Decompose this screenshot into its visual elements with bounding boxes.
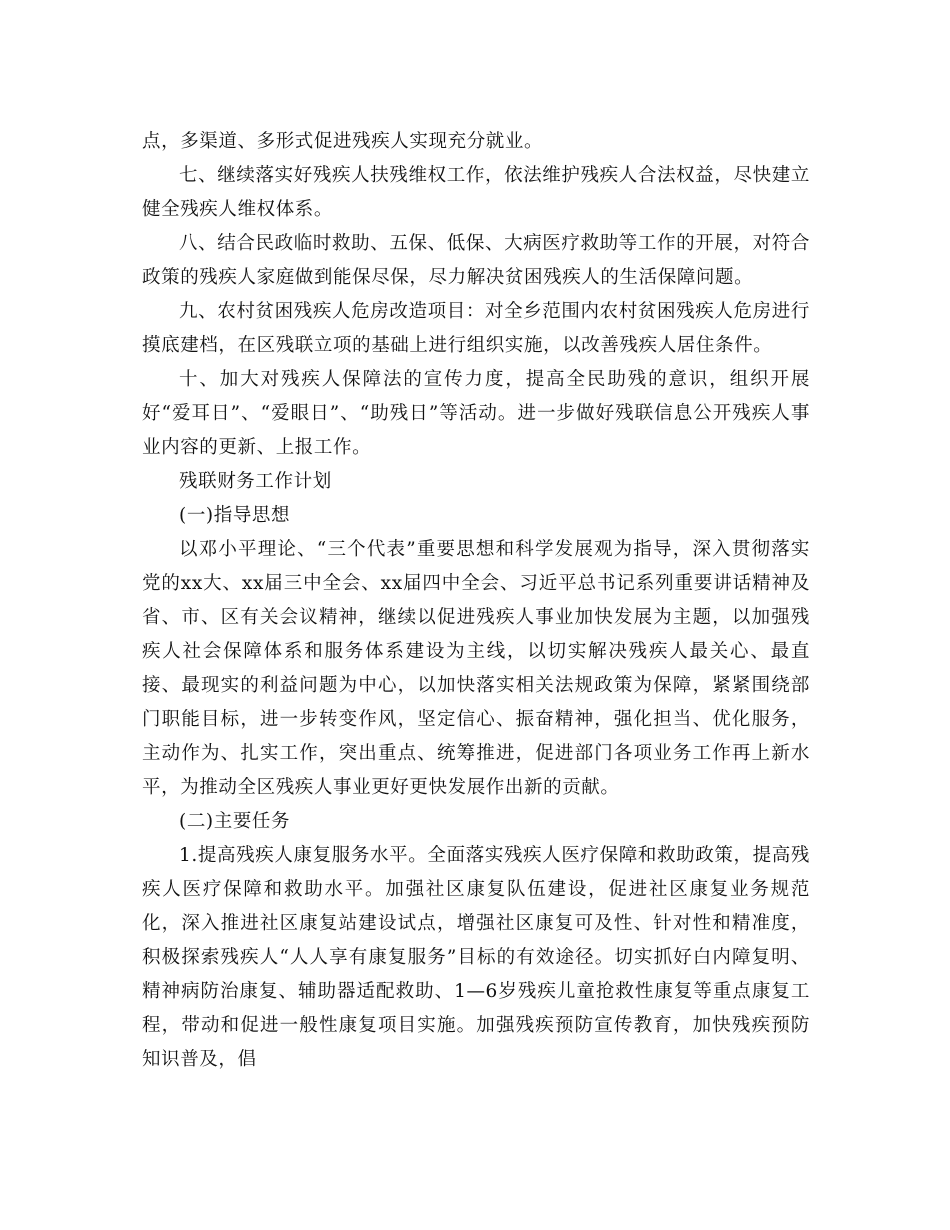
subheading-guiding-thought: (一)指导思想	[179, 505, 291, 526]
paragraph-item-10: 十、加大对残疾人保障法的宣传力度，提高全民助残的意识，组织开展好“爱耳日”、“爱眼日”、“助残日”等活动。进一步做好残联信息公开残疾人事业内容的更新、上报工作。	[142, 369, 810, 458]
section-heading: 残联财务工作计划	[179, 471, 332, 492]
paragraph-item-9: 九、农村贫困残疾人危房改造项目：对全乡范围内农村贫困残疾人危房进行摸底建档，在区残联立项的基础上进行组织实施，以改善残疾人居住条件。	[142, 301, 810, 356]
paragraph-task-1: 1.提高残疾人康复服务水平。全面落实残疾人医疗保障和救助政策，提高残疾人医疗保障和救助水平。加强社区康复队伍建设，促进社区康复业务规范化，深入推进社区康复站建设试点，增强社区康复可及性、针对性和精准度，积极探索残疾人“人人享有康复服务”目标的有效途径。切实抓好白内障复明、精神病防治康复、辅助器适配救助、1—6岁残疾儿童抢救性康复等重点康复工程，带动和促进一般性康复项目实施。加强残疾预防宣传教育，加快残疾预防知识普及，倡	[142, 845, 810, 1070]
paragraph-guiding-thought: 以邓小平理论、“三个代表”重要思想和科学发展观为指导，深入贯彻落实党的xx大、xx届三中全会、xx届四中全会、习近平总书记系列重要讲话精神及省、市、区有关会议精神，继续以促进残疾人事业加快发展为主题，以加强残疾人社会保障体系和服务体系建设为主线，以切实解决残疾人最关心、最直接、最现实的利益问题为中心，以加快落实相关法规政策为保障，紧紧围绕部门职能目标，进一步转变作风，坚定信心、振奋精神，强化担当、优化服务，主动作为、扎实工作，突出重点、统筹推进，促进部门各项业务工作再上新水平，为推动全区残疾人事业更好更快发展作出新的贡献。	[142, 539, 810, 798]
subheading-main-tasks: (二)主要任务	[179, 811, 291, 832]
document-body	[142, 125, 810, 1077]
paragraph-item-8: 八、结合民政临时救助、五保、低保、大病医疗救助等工作的开展，对符合政策的残疾人家庭做到能保尽保，尽力解决贫困残疾人的生活保障问题。	[142, 233, 810, 288]
paragraph-item-7: 七、继续落实好残疾人扶残维权工作，依法维护残疾人合法权益，尽快建立健全残疾人维权体系。	[142, 165, 810, 220]
paragraph-continuation: 点，多渠道、多形式促进残疾人实现充分就业。	[142, 131, 544, 152]
